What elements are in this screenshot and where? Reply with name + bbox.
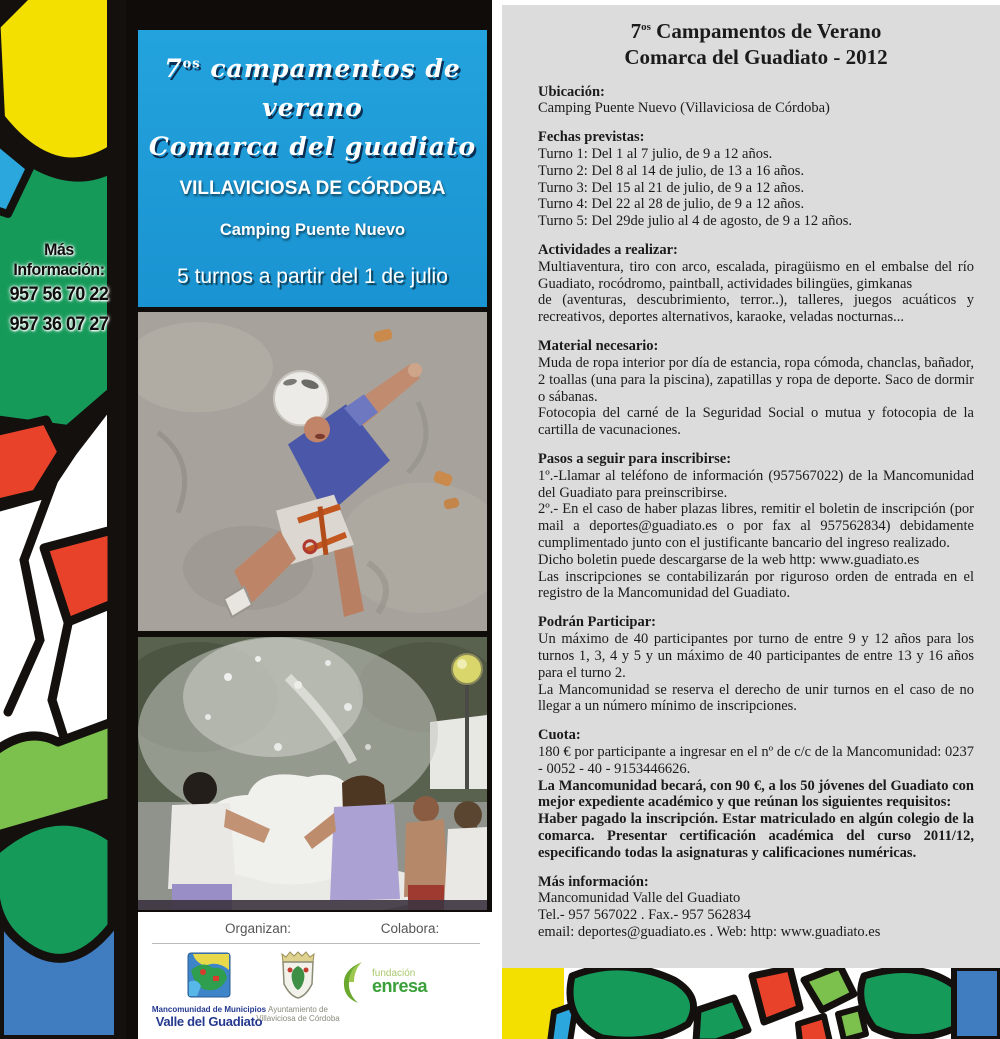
info-title-superscript: os	[641, 21, 651, 33]
info-title-line1: Campamentos de Verano	[650, 19, 882, 43]
logo-enresa	[340, 960, 470, 1004]
enresa-crescent-icon	[340, 960, 370, 1004]
poster-panel	[126, 0, 492, 1039]
poster-title-number: 7	[164, 54, 183, 83]
section-heading: Material necesario:	[538, 338, 659, 355]
paragraph: Camping Puente Nuevo (Villaviciosa de Córdoba)	[538, 100, 830, 117]
enresa-label-line2: enresa	[372, 975, 428, 996]
phone-number-1: 957 56 70 22	[9, 284, 109, 305]
collaborator-label: Colabora:	[380, 921, 440, 936]
section-cuota	[538, 727, 974, 862]
stained-glass-bottom-graphic	[502, 968, 1000, 1039]
info-title-number: 7	[630, 19, 642, 43]
bottom-mosaic-strip	[502, 968, 1000, 1039]
paragraph: Dicho boletin puede descargarse de la web http: www.guadiato.es	[538, 551, 920, 568]
turno-line: Turno 4: Del 22 al 28 de julio, de 9 a 12 años.	[538, 196, 805, 213]
info-panel	[502, 0, 1000, 1039]
poster-footer	[138, 912, 492, 1039]
mancomunidad-label-line2: Valle del Guadiato	[155, 1014, 263, 1029]
section-heading: Podrán Participar:	[538, 614, 656, 631]
mancomunidad-map-icon	[187, 952, 231, 998]
contact-org: Mancomunidad Valle del Guadiato	[538, 890, 741, 907]
turno-line: Turno 3: Del 15 al 21 de julio, de 9 a 12 años.	[538, 179, 805, 196]
paragraph: Un máximo de 40 participantes por turno de entre 9 y 12 años para los turnos 1, 3, 4 y 5 y un máximo de 40 participantes de entre 13 y 16 años para el turno 2.	[538, 631, 974, 681]
paragraph: La Mancomunidad se reserva el derecho de unir turnos en el caso de no llegar a un número mínimo de inscripciones.	[538, 681, 974, 715]
footer-divider	[152, 943, 480, 944]
section-material	[538, 338, 974, 439]
section-heading: Fechas previstas:	[538, 129, 645, 146]
poster-title	[138, 50, 487, 166]
left-mosaic-column	[0, 0, 126, 1039]
organizers-label: Organizan:	[224, 921, 292, 936]
logo-ayuntamiento	[250, 950, 346, 1023]
poster-title-superscript: os	[182, 56, 201, 72]
info-content	[502, 5, 1000, 968]
contact-phone-fax: Tel.- 957 567022 . Fax.- 957 562834	[538, 907, 751, 924]
paragraph: 2º.- En el caso de haber plazas libres, remitir el boletin de inscripción (por mail a deportes@guadiato.es o por fax al 957562834) debidamente cumplimentado junto con el justificante bancario del ingreso realizado.	[538, 501, 974, 551]
poster-campsite: Camping Puente Nuevo	[219, 221, 406, 240]
poster-town: VILLAVICIOSA DE CÓRDOBA	[179, 178, 446, 200]
mancomunidad-label-line1: Mancomunidad de Municipios	[151, 1005, 267, 1014]
section-heading: Ubicación:	[538, 83, 605, 100]
info-title-line2: Comarca del Guadiato - 2012	[624, 45, 888, 70]
section-participar	[538, 614, 974, 715]
paragraph: de (aventuras, descubrimiento, terror..), talleres, juegos acuáticos y recreativos, deportes alternativos, karaoke, veladas nocturnas...	[538, 292, 974, 326]
poster-title-line2: Comarca del guadiato	[148, 131, 477, 161]
climbing-photo	[138, 312, 487, 631]
paragraph: Multiaventura, tiro con arco, escalada, piragüismo en el embalse del río Guadiato, rocódromo, paintball, actividades bilingües, gimkanas	[538, 258, 974, 292]
section-heading: Pasos a seguir para inscribirse:	[538, 450, 732, 467]
paragraph: 180 € por participante a ingresar en el nº de c/c de la Mancomunidad: 0237 - 0052 - 40 - 9153446626.	[538, 743, 974, 777]
section-pasos	[538, 451, 974, 602]
turno-line: Turno 5: Del 29de julio al 4 de agosto, de 9 a 12 años.	[538, 213, 852, 230]
section-heading: Cuota:	[538, 727, 581, 744]
paragraph-bold: La Mancomunidad becará, con 90 €, a los 50 jóvenes del Guadiato con mejor expediente académico y que reúnan los siguientes requisitos:	[538, 777, 974, 811]
poster-tagline: 5 turnos a partir del 1 de julio	[177, 265, 448, 289]
enresa-label-line1: fundación	[372, 967, 416, 979]
paragraph: Las inscripciones se contabilizarán por riguroso orden de entrada en el registro de la Mancomunidad del Guadiato.	[538, 568, 974, 602]
ayuntamiento-label-line1: Ayuntamiento de	[268, 1005, 328, 1014]
paragraph: Muda de ropa interior por día de estancia, ropa cómoda, chanclas, bañador, 2 toallas (una para la piscina), zapatillas y ropa de deporte. Saco de dormir o sábanas.	[538, 354, 974, 405]
phone-number-2: 957 36 07 27	[9, 314, 109, 336]
turno-line: Turno 2: Del 8 al 14 de julio, de 13 a 16 años.	[538, 162, 805, 179]
page-title	[538, 18, 974, 71]
ayuntamiento-label-line2: Villaviciosa de Córdoba	[256, 1014, 340, 1023]
paragraph: 1º.-Llamar al teléfono de información (957567022) de la Mancomunidad del Guadiato para preinscribirse.	[538, 467, 974, 501]
section-mas-informacion	[538, 874, 974, 941]
foam-party-photo	[138, 637, 487, 910]
paragraph: Fotocopia del carné de la Seguridad Social o mutua y fotocopia de la cartilla de vacunaciones.	[538, 405, 974, 439]
ayuntamiento-crest-icon	[278, 950, 318, 1000]
section-fechas	[538, 129, 974, 230]
paragraph-bold: Haber pagado la inscripción. Estar matriculado en algún colegio de la comarca. Presentar certificación académica del curso 2011/12, especificando todas la asignaturas y calificaciones numéricas.	[538, 811, 974, 861]
contact-email-web: email: deportes@guadiato.es . Web: http: www.guadiato.es	[538, 924, 881, 941]
section-ubicacion	[538, 84, 974, 118]
stained-glass-left-graphic	[0, 0, 126, 1039]
section-heading: Más información:	[538, 873, 649, 890]
turno-line: Turno 1: Del 1 al 7 julio, de 9 a 12 años.	[538, 145, 773, 162]
poster-title-line1: campamentos de verano	[200, 54, 461, 122]
section-heading: Actividades a realizar:	[538, 242, 678, 258]
more-info-label: Más Información:	[13, 240, 105, 279]
section-actividades	[538, 242, 974, 326]
poster-header	[138, 30, 487, 307]
more-info-block	[4, 240, 115, 341]
